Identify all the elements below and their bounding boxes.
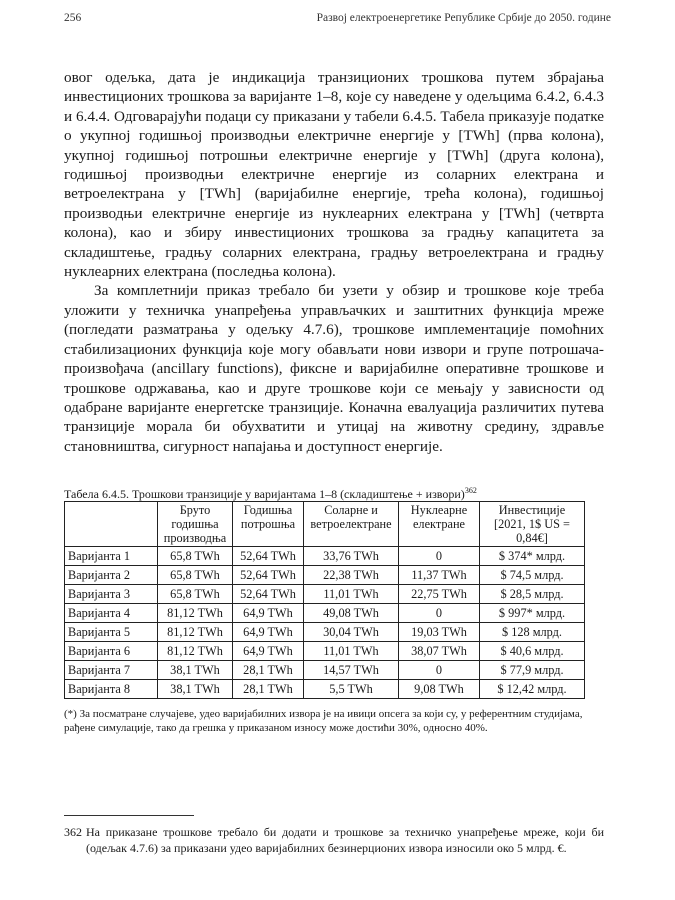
cell-solar-wind: 11,01 TWh xyxy=(304,642,399,661)
page-number: 256 xyxy=(64,12,82,24)
cell-gross-production: 65,8 TWh xyxy=(158,585,233,604)
header-cell-nuclear: Нуклеарне електране xyxy=(399,502,480,547)
cell-gross-production: 38,1 TWh xyxy=(158,680,233,699)
table-body xyxy=(65,547,585,699)
cell-nuclear: 38,07 TWh xyxy=(399,642,480,661)
cell-solar-wind: 30,04 TWh xyxy=(304,623,399,642)
cell-gross-production: 38,1 TWh xyxy=(158,661,233,680)
table-note: (*) За посматране случајеве, удео варијабилних извора је на ивици опсега за који су, у референтним студијама, рађене симулације, тако да грешка у приказаном износу може достићи 30%, односно 40%. xyxy=(64,708,583,734)
cell-nuclear: 0 xyxy=(399,661,480,680)
cell-investment: $ 74,5 млрд. xyxy=(480,566,585,585)
paragraph-1: овог одељка, дата је индикација транзиционих трошкова путем збрајања инвестиционих трошкова за варијанте 1–8, које су наведене у одељцима 6.4.2, 6.4.3 и 6.4.4. Одговарајући подаци су приказани у табели 6.4.5. Табела приказује податке о укупној годишњој производњи електричне енергије у [TWh] (прва колона), укупној годишњој потрошњи електричне енергије у [TWh] (друга колона), годишњој производњи електричне енергије из соларних електрана и ветроелектрана у [TWh] (варијабилне енергије, трећа колона), годишњој производњи електричне енергије из нуклеарних електрана у [TWh] (четврта колона), као и збиру инвестиционих трошкова за градњу капацитета за складиштење, градњу соларних електрана, градњу ветроелектрана и градњу нуклеарних електрана (последња колона). xyxy=(64,69,604,281)
table-caption xyxy=(64,484,604,501)
cell-gross-production: 81,12 TWh xyxy=(158,604,233,623)
header-cell-gross-production: Бруто годишња производња xyxy=(158,502,233,547)
cell-investment: $ 374* млрд. xyxy=(480,547,585,566)
running-title: Развој електроенергетике Републике Србије до 2050. године xyxy=(316,12,611,24)
cell-nuclear: 11,37 TWh xyxy=(399,566,480,585)
cell-solar-wind: 33,76 TWh xyxy=(304,547,399,566)
page-header xyxy=(64,12,611,30)
cell-gross-production: 81,12 TWh xyxy=(158,642,233,661)
cell-solar-wind: 5,5 TWh xyxy=(304,680,399,699)
footnote-divider xyxy=(64,815,194,816)
cell-solar-wind: 49,08 TWh xyxy=(304,604,399,623)
body-text xyxy=(64,68,604,456)
cell-investment: $ 128 млрд. xyxy=(480,623,585,642)
header-cell-solar-wind: Соларне и ветроелектране xyxy=(304,502,399,547)
cell-nuclear: 19,03 TWh xyxy=(399,623,480,642)
header-cell-variant xyxy=(65,502,158,547)
cell-investment: $ 40,6 млрд. xyxy=(480,642,585,661)
footnote-number: 362 xyxy=(64,825,82,839)
cell-investment: $ 28,5 млрд. xyxy=(480,585,585,604)
cell-consumption: 52,64 TWh xyxy=(233,566,304,585)
table-row xyxy=(65,661,585,680)
cell-variant: Варијанта 3 xyxy=(65,585,158,604)
table-caption-text: Табела 6.4.5. Трошкови транзиције у варијантама 1–8 (складиштење + извори) xyxy=(64,487,465,501)
table-row xyxy=(65,680,585,699)
cell-solar-wind: 22,38 TWh xyxy=(304,566,399,585)
cell-consumption: 52,64 TWh xyxy=(233,585,304,604)
cell-variant: Варијанта 5 xyxy=(65,623,158,642)
cell-consumption: 64,9 TWh xyxy=(233,623,304,642)
table-row xyxy=(65,547,585,566)
cell-nuclear: 9,08 TWh xyxy=(399,680,480,699)
cell-investment: $ 12,42 млрд. xyxy=(480,680,585,699)
cell-variant: Варијанта 7 xyxy=(65,661,158,680)
cell-nuclear: 0 xyxy=(399,547,480,566)
cell-gross-production: 65,8 TWh xyxy=(158,547,233,566)
cell-investment: $ 997* млрд. xyxy=(480,604,585,623)
header-cell-investment: Инвестиције [2021, 1$ US = 0,84€] xyxy=(480,502,585,547)
footnote-ref: 362 xyxy=(464,486,477,495)
paragraph-2: За комплетнији приказ требало би узети у обзир и трошкове које треба уложити у техничка унапређења управљачких и заштитних функција мреже (погледати разматрања у одељку 4.7.6), трошкове имплементације помоћних стабилизационих функција које могу обављати нови извори и групе потрошача-произвођача (ancillary functions), фиксне и варијабилне оперативне трошкове и трошкове одржавања, као и друге трошкове који се мењају у зависности од одабране варијанте енергетске транзиције. Коначна евалуација различитих путева транзиције морала би обухватити и утицај на животну средину, здравље становништва, сигурност напајања и доступност енергије. xyxy=(64,282,604,455)
cell-gross-production: 65,8 TWh xyxy=(158,566,233,585)
cell-gross-production: 81,12 TWh xyxy=(158,623,233,642)
cell-nuclear: 0 xyxy=(399,604,480,623)
cell-variant: Варијанта 1 xyxy=(65,547,158,566)
cell-consumption: 64,9 TWh xyxy=(233,604,304,623)
cell-solar-wind: 14,57 TWh xyxy=(304,661,399,680)
cell-variant: Варијанта 6 xyxy=(65,642,158,661)
cell-consumption: 28,1 TWh xyxy=(233,661,304,680)
cell-variant: Варијанта 8 xyxy=(65,680,158,699)
table-row xyxy=(65,642,585,661)
cell-solar-wind: 11,01 TWh xyxy=(304,585,399,604)
footnote xyxy=(64,825,604,856)
table-row xyxy=(65,566,585,585)
table-header-row xyxy=(65,502,585,547)
table-row xyxy=(65,604,585,623)
table-header xyxy=(65,502,585,547)
cell-consumption: 64,9 TWh xyxy=(233,642,304,661)
cell-nuclear: 22,75 TWh xyxy=(399,585,480,604)
transition-costs-table xyxy=(64,501,585,699)
table-row xyxy=(65,623,585,642)
header-cell-consumption: Годишња потрошња xyxy=(233,502,304,547)
cell-investment: $ 77,9 млрд. xyxy=(480,661,585,680)
footnote-text: На приказане трошкове требало би додати и трошкове за техничко унапређење мреже, који би (одељак 4.7.6) за приказани удео варијабилних безинерционих извора износили око 5 млрд. €. xyxy=(86,825,604,855)
cell-variant: Варијанта 2 xyxy=(65,566,158,585)
table-row xyxy=(65,585,585,604)
cell-variant: Варијанта 4 xyxy=(65,604,158,623)
cell-consumption: 28,1 TWh xyxy=(233,680,304,699)
cell-consumption: 52,64 TWh xyxy=(233,547,304,566)
